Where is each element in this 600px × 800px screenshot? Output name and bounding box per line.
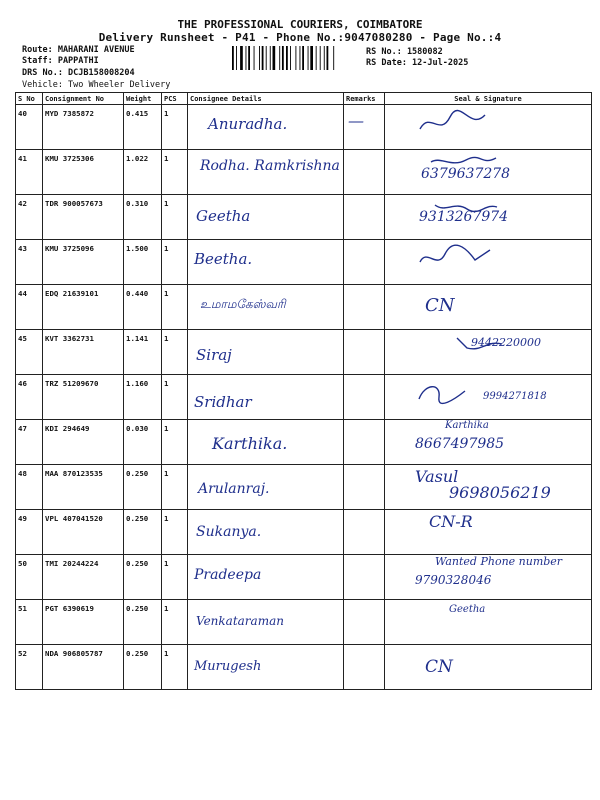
cell-signature (385, 645, 592, 690)
rs-date: RS Date: 12-Jul-2025 (366, 58, 469, 68)
consignee-handwritten-name: Arulanraj. (198, 481, 270, 497)
consignee-handwritten-name: Sukanya. (196, 524, 262, 540)
table-header-row (16, 93, 592, 105)
cell-sno: 51 (16, 600, 43, 645)
consignee-handwritten-name: Rodha. Ramkrishna (200, 158, 340, 174)
runsheet-table (15, 92, 592, 690)
cell-consignee (188, 105, 344, 150)
cell-weight: 0.250 (124, 555, 162, 600)
signature-text: CN (425, 657, 453, 677)
cell-pcs: 1 (162, 510, 188, 555)
drs-number: DRS No.: DCJB158008204 (22, 68, 135, 78)
cell-sno: 43 (16, 240, 43, 285)
cell-sno: 45 (16, 330, 43, 375)
cell-weight: 0.250 (124, 645, 162, 690)
table-row (16, 555, 592, 600)
cell-weight: 1.022 (124, 150, 162, 195)
cell-consignment: TRZ 51209670 (43, 375, 124, 420)
cell-pcs: 1 (162, 465, 188, 510)
signature-text: Karthika (445, 420, 489, 431)
cell-weight: 0.250 (124, 510, 162, 555)
table-row (16, 645, 592, 690)
cell-consignment: EDQ 21639101 (43, 285, 124, 330)
cell-sno: 47 (16, 420, 43, 465)
cell-weight: 0.030 (124, 420, 162, 465)
signature-phone: 9442220000 (471, 336, 541, 349)
cell-consignment: KMU 3725096 (43, 240, 124, 285)
cell-weight: 0.440 (124, 285, 162, 330)
consignee-handwritten-name: Beetha. (194, 250, 253, 268)
cell-remarks (344, 375, 385, 420)
cell-consignee (188, 420, 344, 465)
table-row (16, 195, 592, 240)
table-row (16, 600, 592, 645)
staff-label: Staff: PAPPATHI (22, 56, 99, 66)
cell-pcs: 1 (162, 600, 188, 645)
consignee-handwritten-name: Venkataraman (196, 614, 284, 628)
signature-phone: 9790328046 (415, 573, 492, 587)
cell-signature (385, 150, 592, 195)
signature-phone: 8667497985 (415, 436, 505, 452)
signature-phone: 9994271818 (483, 391, 547, 402)
cell-pcs: 1 (162, 330, 188, 375)
cell-consignee (188, 195, 344, 240)
company-title: THE PROFESSIONAL COURIERS, COIMBATORE (177, 18, 423, 31)
cell-remarks (344, 150, 385, 195)
table-row (16, 285, 592, 330)
cell-consignment: PGT 6390619 (43, 600, 124, 645)
cell-pcs: 1 (162, 420, 188, 465)
cell-signature (385, 600, 592, 645)
signature-scribble (415, 109, 495, 139)
signature-phone: 9698056219 (449, 483, 551, 502)
table-row (16, 510, 592, 555)
cell-remarks (344, 645, 385, 690)
route-label: Route: MAHARANI AVENUE (22, 45, 135, 55)
signature-text: Geetha (449, 604, 486, 615)
table-row (16, 375, 592, 420)
table-row (16, 240, 592, 285)
cell-remarks (344, 510, 385, 555)
cell-remarks (344, 330, 385, 375)
cell-consignee (188, 375, 344, 420)
cell-sno: 48 (16, 465, 43, 510)
cell-sno: 50 (16, 555, 43, 600)
consignee-handwritten-name: உமாமகேஸ்வரி (200, 297, 286, 311)
cell-signature (385, 510, 592, 555)
consignee-handwritten-name: Murugesh (194, 659, 262, 674)
consignee-handwritten-name: Pradeepa (194, 567, 262, 583)
rs-number: RS No.: 1580082 (366, 47, 443, 57)
signature-phone: 9313267974 (419, 209, 509, 225)
cell-remarks (344, 195, 385, 240)
cell-remarks (344, 285, 385, 330)
barcode-image (232, 46, 362, 70)
cell-signature (385, 375, 592, 420)
vehicle-label: Vehicle: Two Wheeler Delivery (22, 80, 171, 90)
cell-consignment: TDR 900057673 (43, 195, 124, 240)
table-row (16, 105, 592, 150)
consignee-handwritten-name: Siraj (196, 346, 232, 364)
col-remarks: Remarks (344, 93, 385, 105)
cell-signature (385, 330, 592, 375)
signature-text: CN (425, 295, 455, 316)
cell-remarks (344, 600, 385, 645)
cell-consignee (188, 330, 344, 375)
cell-consignment: NDA 906805787 (43, 645, 124, 690)
cell-consignment: KMU 3725306 (43, 150, 124, 195)
cell-consignment: TMI 20244224 (43, 555, 124, 600)
signature-text: Wanted Phone number (435, 555, 563, 568)
col-sno: S No (16, 93, 43, 105)
remarks-mark: — (348, 111, 364, 130)
cell-consignment: MYD 7385872 (43, 105, 124, 150)
cell-sno: 46 (16, 375, 43, 420)
signature-scribble (415, 244, 495, 274)
cell-sno: 41 (16, 150, 43, 195)
cell-remarks (344, 420, 385, 465)
cell-pcs: 1 (162, 375, 188, 420)
cell-remarks (344, 105, 385, 150)
cell-sno: 42 (16, 195, 43, 240)
col-consignee: Consignee Details (188, 93, 344, 105)
cell-signature (385, 465, 592, 510)
cell-weight: 0.415 (124, 105, 162, 150)
cell-consignee (188, 465, 344, 510)
cell-sno: 52 (16, 645, 43, 690)
signature-phone: 6379637278 (421, 166, 511, 182)
cell-pcs: 1 (162, 240, 188, 285)
table-row (16, 150, 592, 195)
cell-sno: 49 (16, 510, 43, 555)
signature-text: Vasul (415, 467, 459, 486)
cell-weight: 0.250 (124, 600, 162, 645)
cell-signature (385, 105, 592, 150)
cell-consignee (188, 150, 344, 195)
cell-weight: 0.250 (124, 465, 162, 510)
cell-pcs: 1 (162, 555, 188, 600)
cell-consignee (188, 240, 344, 285)
cell-consignment: VPL 407041520 (43, 510, 124, 555)
signature-text: CN-R (429, 512, 473, 531)
cell-signature (385, 555, 592, 600)
table-row (16, 330, 592, 375)
cell-weight: 0.310 (124, 195, 162, 240)
cell-weight: 1.160 (124, 375, 162, 420)
cell-pcs: 1 (162, 150, 188, 195)
runsheet-subtitle: Delivery Runsheet - P41 - Phone No.:9047080280 - Page No.:4 (98, 31, 502, 44)
cell-consignee (188, 555, 344, 600)
col-consignment: Consignment No (43, 93, 124, 105)
col-weight: Weight (124, 93, 162, 105)
cell-sno: 44 (16, 285, 43, 330)
cell-signature (385, 285, 592, 330)
consignee-handwritten-name: Sridhar (194, 393, 252, 411)
cell-remarks (344, 555, 385, 600)
cell-sno: 40 (16, 105, 43, 150)
cell-consignment: MAA 870123535 (43, 465, 124, 510)
cell-consignee (188, 600, 344, 645)
table-row (16, 420, 592, 465)
cell-remarks (344, 240, 385, 285)
consignee-handwritten-name: Geetha (196, 207, 251, 225)
cell-consignee (188, 510, 344, 555)
table-row (16, 465, 592, 510)
cell-pcs: 1 (162, 105, 188, 150)
cell-weight: 1.500 (124, 240, 162, 285)
cell-weight: 1.141 (124, 330, 162, 375)
cell-signature (385, 195, 592, 240)
cell-pcs: 1 (162, 645, 188, 690)
col-seal: Seal & Signature (385, 93, 592, 105)
consignee-handwritten-name: Anuradha. (208, 115, 288, 133)
cell-signature (385, 240, 592, 285)
cell-pcs: 1 (162, 285, 188, 330)
cell-consignment: KDI 294649 (43, 420, 124, 465)
cell-consignment: KVT 3362731 (43, 330, 124, 375)
consignee-handwritten-name: Karthika. (212, 434, 288, 453)
cell-remarks (344, 465, 385, 510)
col-pcs: PCS (162, 93, 188, 105)
cell-pcs: 1 (162, 195, 188, 240)
cell-signature (385, 420, 592, 465)
cell-consignee (188, 645, 344, 690)
cell-consignee (188, 285, 344, 330)
